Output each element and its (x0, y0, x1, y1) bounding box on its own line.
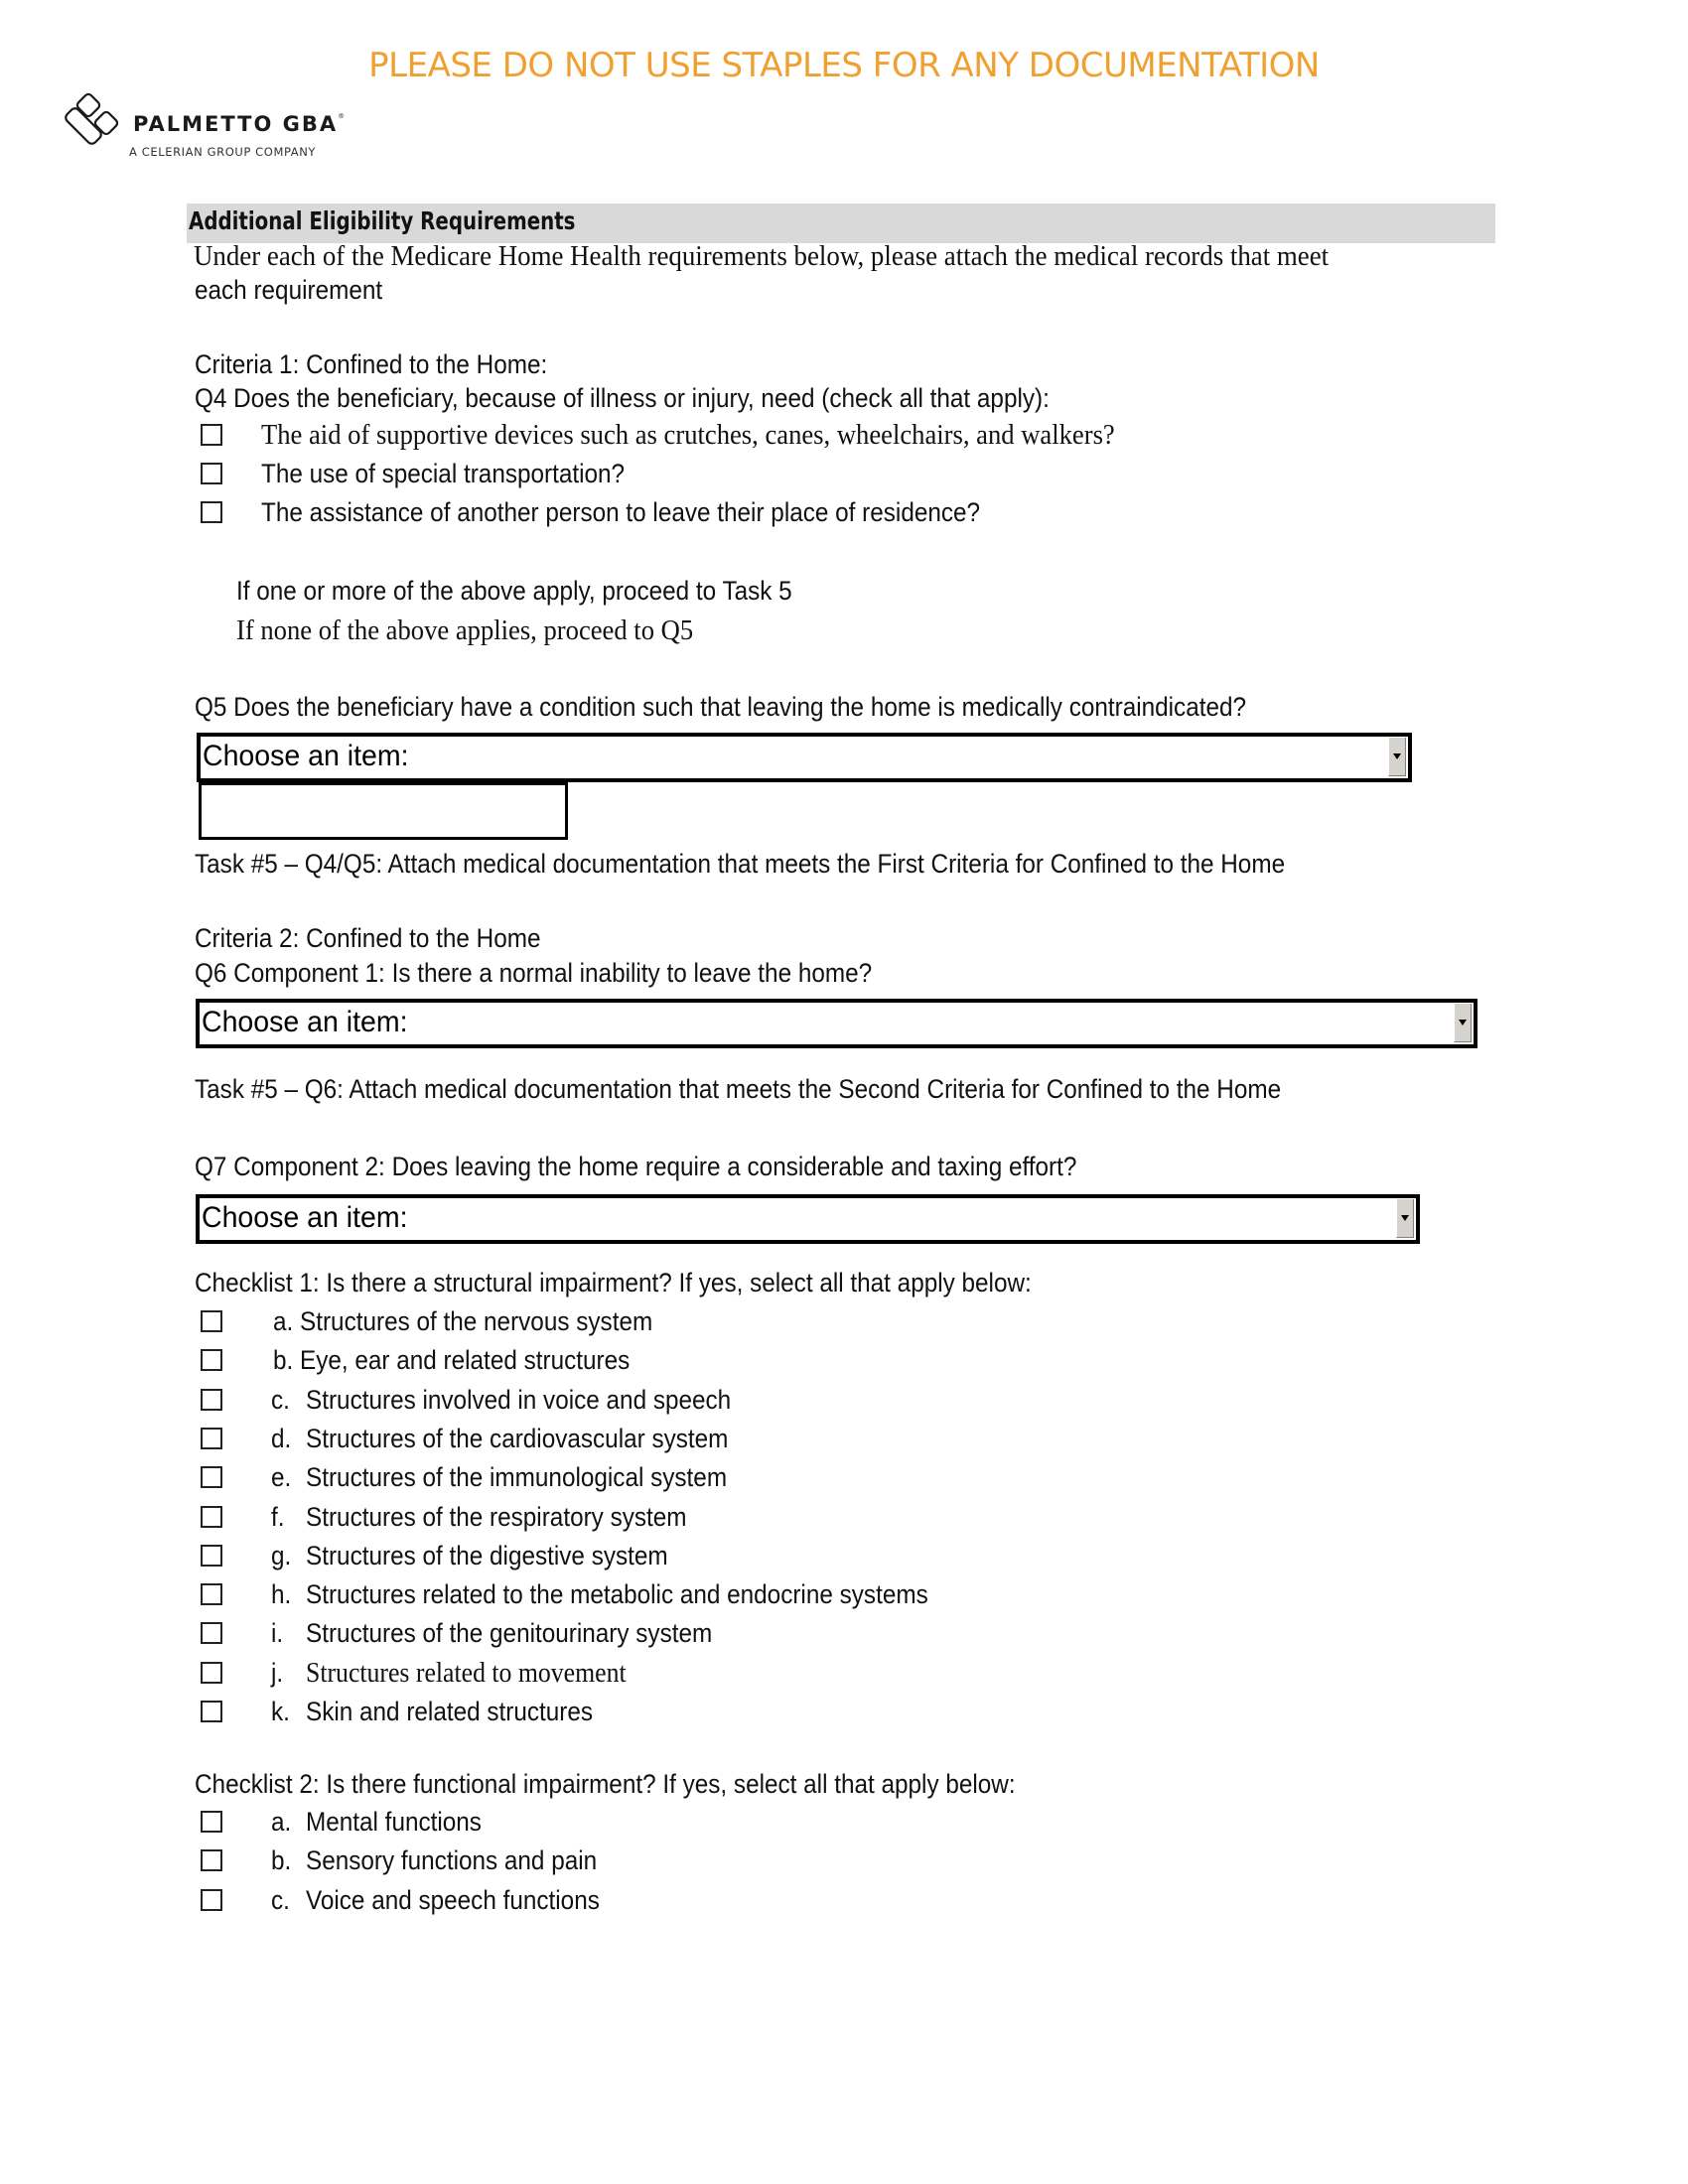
palmetto-logo-icon (56, 92, 125, 162)
checklist1-item-checkbox[interactable] (201, 1662, 222, 1684)
section-title: Additional Eligibility Requirements (189, 206, 576, 235)
q4-option-1-label: The aid of supportive devices such as crutches, canes, wheelchairs, and walkers? (261, 420, 1115, 451)
intro-text-line2: each requirement (195, 275, 383, 305)
q6-dropdown[interactable] (196, 999, 1477, 1048)
q5-text-field[interactable] (199, 782, 568, 840)
checklist1-item-letter: h. (271, 1579, 292, 1610)
checklist1-item-letter: a. (273, 1306, 294, 1336)
no-staples-banner: PLEASE DO NOT USE STAPLES FOR ANY DOCUMENTATION (368, 46, 1320, 85)
checklist1-item-letter: g. (271, 1540, 292, 1570)
checklist1-item-checkbox[interactable] (201, 1466, 222, 1488)
checklist1-item-label: Structures of the digestive system (306, 1540, 668, 1570)
q4-option-3-label: The assistance of another person to leave their place of residence? (261, 497, 981, 527)
checklist1-item-label: Structures of the nervous system (300, 1306, 653, 1336)
q4-option-1-checkbox[interactable] (201, 424, 222, 446)
q4-question: Q4 Does the beneficiary, because of illness or injury, need (check all that apply): (195, 383, 1050, 413)
checklist1-item-label: Eye, ear and related structures (300, 1345, 631, 1376)
checklist1-item-letter: k. (271, 1697, 290, 1726)
q5-dropdown[interactable] (197, 733, 1412, 782)
q5-question: Q5 Does the beneficiary have a condition such that leaving the home is medically contraindicated? (195, 692, 1247, 722)
q7-dropdown[interactable] (196, 1194, 1420, 1244)
q4-option-2-label: The use of special transportation? (261, 459, 626, 488)
checklist1-item-label: Structures of the immunological system (306, 1462, 728, 1493)
checklist1-item-letter: b. (273, 1345, 294, 1376)
checklist1-item-checkbox[interactable] (201, 1428, 222, 1449)
instruction-note-1: If one or more of the above apply, proceed to Task 5 (236, 576, 792, 606)
q4-option-3-checkbox[interactable] (201, 501, 222, 523)
checklist1-item-label: Structures of the genitourinary system (306, 1618, 713, 1649)
checklist1-item-label: Structures related to the metabolic and endocrine systems (306, 1579, 928, 1610)
checklist1-item-checkbox[interactable] (201, 1622, 222, 1644)
checklist2-heading: Checklist 2: Is there functional impairment? If yes, select all that apply below: (195, 1769, 1016, 1799)
checklist1-item-letter: f. (271, 1501, 285, 1532)
checklist1-item-checkbox[interactable] (201, 1389, 222, 1411)
checklist1-item-checkbox[interactable] (201, 1583, 222, 1605)
checklist1-item-letter: d. (271, 1423, 292, 1453)
checklist1-item-label: Skin and related structures (306, 1697, 594, 1726)
checklist1-item-label: Structures involved in voice and speech (306, 1384, 732, 1415)
chevron-down-icon[interactable] (1388, 738, 1406, 776)
q6-dropdown-value: Choose an item: (202, 1006, 408, 1038)
logo-name: PALMETTO GBA® (133, 112, 346, 136)
criteria2-heading: Criteria 2: Confined to the Home (195, 923, 541, 953)
checklist1-item-label: Structures of the respiratory system (306, 1501, 687, 1532)
logo-tagline: A CELERIAN GROUP COMPANY (129, 145, 317, 159)
checklist1-item-checkbox[interactable] (201, 1506, 222, 1528)
checklist2-item-letter: c. (271, 1884, 290, 1915)
checklist1-heading: Checklist 1: Is there a structural impairment? If yes, select all that apply below: (195, 1268, 1032, 1297)
checklist2-item-checkbox[interactable] (201, 1811, 222, 1833)
checklist2-item-letter: a. (271, 1807, 292, 1837)
q7-question: Q7 Component 2: Does leaving the home require a considerable and taxing effort? (195, 1152, 1077, 1181)
chevron-down-icon[interactable] (1396, 1199, 1414, 1238)
checklist2-item-checkbox[interactable] (201, 1889, 222, 1911)
palmetto-gba-logo (56, 92, 393, 167)
q6-question: Q6 Component 1: Is there a normal inability to leave the home? (195, 958, 873, 988)
checklist1-item-checkbox[interactable] (201, 1310, 222, 1332)
checklist2-item-letter: b. (271, 1845, 292, 1876)
task5-q4-q5-instruction: Task #5 – Q4/Q5: Attach medical documentation that meets the First Criteria for Confined to the Home (195, 849, 1286, 879)
checklist1-item-letter: c. (271, 1384, 290, 1415)
checklist1-item-label: Structures related to movement (306, 1657, 627, 1689)
checklist1-item-checkbox[interactable] (201, 1545, 222, 1567)
checklist1-item-checkbox[interactable] (201, 1349, 222, 1371)
task5-q6-instruction: Task #5 – Q6: Attach medical documentation that meets the Second Criteria for Confined to the Home (195, 1074, 1282, 1104)
checklist1-item-letter: j. (271, 1657, 284, 1688)
instruction-note-2: If none of the above applies, proceed to Q5 (236, 615, 694, 646)
checklist2-item-label: Sensory functions and pain (306, 1845, 598, 1876)
checklist1-item-label: Structures of the cardiovascular system (306, 1423, 729, 1453)
checklist2-item-label: Mental functions (306, 1807, 482, 1837)
q5-dropdown-value: Choose an item: (203, 740, 409, 772)
q4-option-2-checkbox[interactable] (201, 463, 222, 484)
checklist2-item-checkbox[interactable] (201, 1849, 222, 1871)
checklist1-item-letter: e. (271, 1462, 292, 1493)
criteria1-heading: Criteria 1: Confined to the Home: (195, 349, 548, 379)
q7-dropdown-value: Choose an item: (202, 1201, 408, 1234)
checklist1-item-checkbox[interactable] (201, 1701, 222, 1722)
chevron-down-icon[interactable] (1454, 1004, 1472, 1042)
intro-text-line1: Under each of the Medicare Home Health requirements below, please attach the medical records that meet (194, 241, 1330, 272)
checklist2-item-label: Voice and speech functions (306, 1884, 600, 1915)
checklist1-item-letter: i. (271, 1618, 284, 1649)
